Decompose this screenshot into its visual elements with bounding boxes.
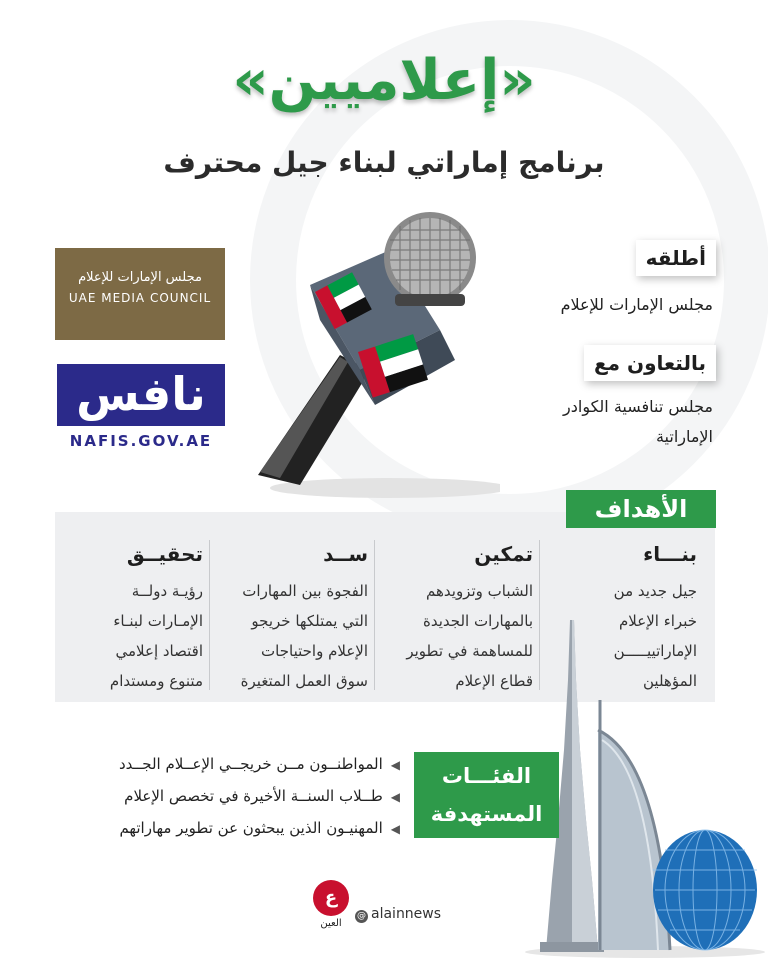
goal-line: متنوع ومستدام: [109, 672, 203, 690]
goal-line: الشباب وتزويدهم: [426, 582, 533, 600]
goal-empower: [383, 542, 533, 696]
page-title: «إعلاميين»: [232, 48, 536, 113]
alain-logo: ع: [313, 880, 349, 916]
alain-logo-name: العين: [320, 918, 342, 929]
social-handle: [355, 906, 441, 923]
goal-line: رؤيـة دولــة: [131, 582, 203, 600]
triangle-left-icon: ◀: [390, 758, 400, 772]
partner-value: [563, 392, 713, 452]
goal-line: اقتصاد إعلامي: [115, 642, 203, 660]
triangle-left-icon: ◀: [390, 822, 400, 836]
target-heading-line-2: المستهدفة: [430, 802, 543, 826]
partner-line-2: الإماراتية: [655, 427, 713, 446]
goal-line: خبراء الإعلام: [619, 612, 697, 630]
target-groups-heading: [414, 752, 559, 838]
nafis-url: NAFIS.GOV.AE: [69, 432, 213, 450]
divider: [209, 540, 210, 690]
goal-line: الإمـارات لبنـاء: [113, 612, 203, 630]
goal-line: التي يمتلكها خريجو: [251, 612, 368, 630]
goal-line: سوق العمل المتغيرة: [240, 672, 368, 690]
list-item: [40, 748, 400, 780]
target-groups-list: [40, 748, 400, 844]
launched-by-value: مجلس الإمارات للإعلام: [560, 295, 713, 314]
goal-line: للمساهمة في تطوير: [406, 642, 533, 660]
target-item-text: طــلاب السنــة الأخيرة في تخصص الإعلام: [124, 787, 383, 805]
goal-title: ســد: [323, 542, 368, 566]
goal-achieve: [53, 542, 203, 696]
goals-heading: الأهداف: [566, 490, 716, 528]
nafis-logo: نافس: [57, 364, 225, 426]
launched-by-label: أطلقه: [636, 240, 716, 276]
microphone-icon: [240, 210, 500, 500]
goal-line: الفجوة بين المهارات: [242, 582, 368, 600]
goal-bridge: [218, 542, 368, 696]
target-item-text: المهنيـون الذين يبحثون عن تطوير مهاراتهم: [119, 819, 383, 837]
partner-label: بالتعاون مع: [584, 345, 716, 381]
list-item: [40, 812, 400, 844]
goal-line: قطاع الإعلام: [455, 672, 533, 690]
goal-line: بالمهارات الجديدة: [423, 612, 533, 630]
uae-media-council-logo: [55, 248, 225, 340]
handle-text: alainnews: [371, 906, 442, 922]
divider: [374, 540, 375, 690]
goal-line: المؤهلين: [643, 672, 697, 690]
council-name-en: UAE MEDIA COUNCIL: [68, 291, 212, 305]
list-item: [40, 780, 400, 812]
goal-title: بنـــاء: [643, 542, 697, 566]
target-item-text: المواطنــون مــن خريجــي الإعــلام الجــدد: [118, 755, 383, 773]
target-heading-line-1: الفئـــات: [441, 764, 532, 788]
council-name-ar: مجلس الإمارات للإعلام: [78, 270, 202, 285]
triangle-left-icon: ◀: [390, 790, 400, 804]
goal-title: تمكين: [474, 542, 533, 566]
partner-line-1: مجلس تنافسية الكوادر: [563, 397, 713, 416]
goal-title: تحقيــق: [126, 542, 203, 566]
goal-line: الإماراتييـــــن: [613, 642, 697, 660]
at-icon: @: [357, 911, 366, 921]
goal-line: جيل جديد من: [613, 582, 697, 600]
page-subtitle: برنامج إماراتي لبناء جيل محترف: [163, 146, 605, 179]
goal-line: الإعلام واحتياجات: [261, 642, 368, 660]
